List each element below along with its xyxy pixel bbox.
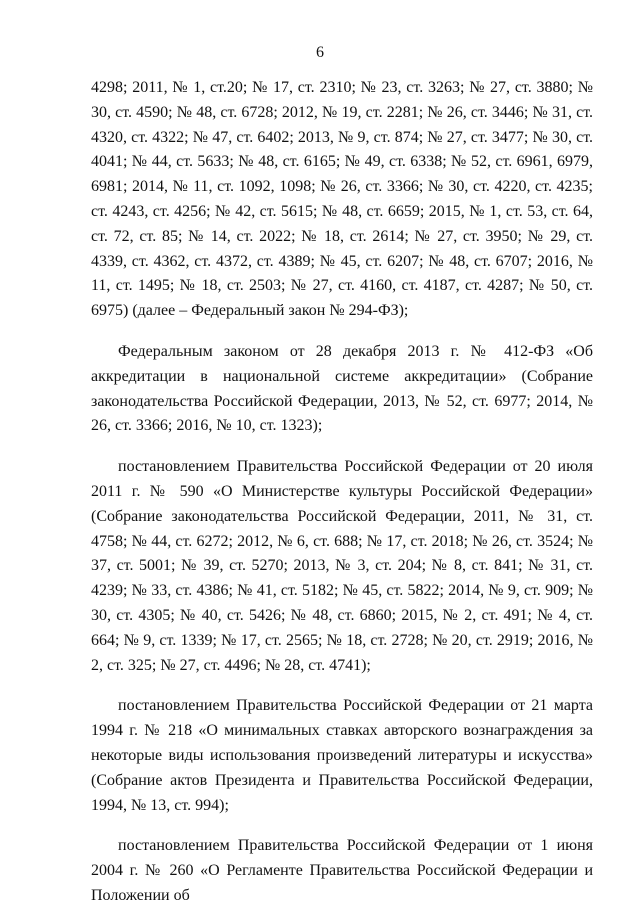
document-body — [91, 76, 593, 909]
paragraph-resolution-218: постановлением Правительства Российской Федерации от 21 марта 1994 г. № 218 «О минимальных ставках авторского вознаграждения за некоторые виды использования произведений литературы и искусства» (Собрание актов Президента и Правительства Российской Федерации, 1994, № 13, ст. 994); — [91, 697, 593, 814]
paragraph-continued-citations: 4298; 2011, № 1, ст.20; № 17, ст. 2310; № 23, ст. 3263; № 27, ст. 3880; № 30, ст. 4590; № 48, ст. 6728; 2012, № 19, ст. 2281; № 26, ст. 3446; № 31, ст. 4320, ст. 4322; № 47, ст. 6402; 2013, № 9, ст. 874; № 27, ст. 3477; № 30, ст. 4041; № 44, ст. 5633; № 48, ст. 6165; № 49, ст. 6338; № 52, ст. 6961, 6979, 6981; 2014, № 11, ст. 1092, 1098; № 26, ст. 3366; № 30, ст. 4220, ст. 4235; ст. 4243, ст. 4256; № 42, ст. 5615; № 48, ст. 6659; 2015, № 1, ст. 53, ст. 64, ст. 72, ст. 85; № 14, ст. 2022; № 18, ст. 2614; № 27, ст. 3950; № 29, ст. 4339, ст. 4362, ст. 4372, ст. 4389; № 45, ст. 6207; № 48, ст. 6707; 2016, № 11, ст. 1495; № 18, ст. 2503; № 27, ст. 4160, ст. 4187, ст. 4287; № 50, ст. 6975) (далее – Федеральный закон № 294-ФЗ); — [91, 79, 593, 320]
paragraph-federal-law-412: Федеральным законом от 28 декабря 2013 г. № 412-ФЗ «Об аккредитации в национальной системе аккредитации» (Собрание законодательства Российской Федерации, 2013, № 52, ст. 6977; 2014, № 26, ст. 3366; 2016, № 10, ст. 1323); — [91, 342, 593, 435]
paragraph-resolution-590: постановлением Правительства Российской Федерации от 20 июля 2011 г. № 590 «О Министерстве культуры Российской Федерации» (Собрание законодательства Российской Федерации, 2011, № 31, ст. 4758; № 44, ст. 6272; 2012, № 6, ст. 688; № 17, ст. 2018; № 26, ст. 3524; № 37, ст. 5001; № 39, ст. 5270; 2013, № 3, ст. 204; № 8, ст. 841; № 31, ст. 4239; № 33, ст. 4386; № 41, ст. 5182; № 45, ст. 5822; 2014, № 9, ст. 909; № 30, ст. 4305; № 40, ст. 5426; № 48, ст. 6860; 2015, № 2, ст. 491; № 4, ст. 664; № 9, ст. 1339; № 17, ст. 2565; № 18, ст. 2728; № 20, ст. 2919; 2016, № 2, ст. 325; № 27, ст. 4496; № 28, ст. 4741); — [91, 458, 593, 674]
paragraph-resolution-260: постановлением Правительства Российской Федерации от 1 июня 2004 г. № 260 «О Регламенте Правительства Российской Федерации и Положении об — [91, 837, 593, 904]
page-number: 6 — [316, 44, 324, 61]
